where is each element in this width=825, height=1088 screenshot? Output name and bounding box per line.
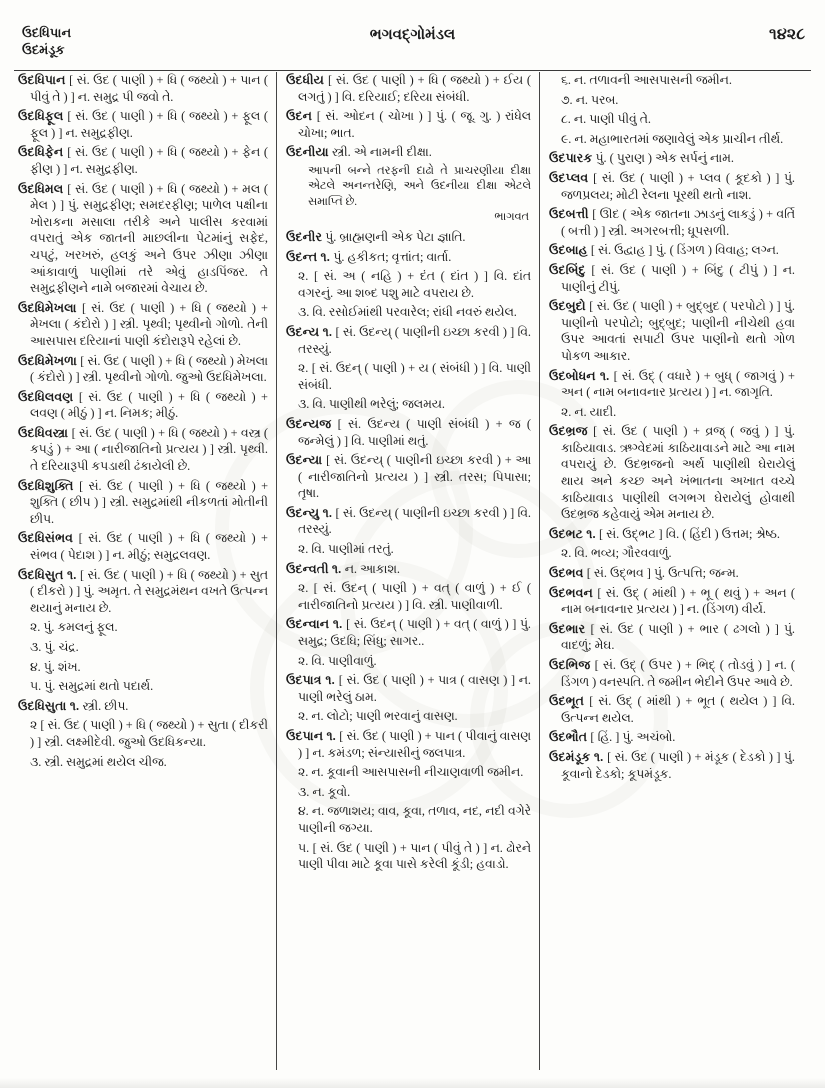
book-title: ભગવદ્ગોમંડલ xyxy=(369,27,456,43)
column-1 xyxy=(14,72,277,1070)
guide-word-last: ઉદમંડૂક xyxy=(22,42,65,57)
dictionary-entry: ઉદન્ય ૧. [ સં. ઉદન્ય્ ( પાણીની ઇચ્છા કરવી ) ] વિ. તરસ્યું. xyxy=(286,324,531,356)
dictionary-entry: ઉદભિજ [ સં. ઉદ્ ( ઉપર ) + ભિદ્ ( તોડવું ) ] ન. ( ડિંગળ ) વનસ્પતિ. તે જમીન ભેદીને ઉપર આવે છે. xyxy=(549,658,795,689)
headword: ઉદન્ય ૧. xyxy=(286,324,336,339)
sense-line: ૭. ન. પરબ. xyxy=(561,92,619,107)
dictionary-entry: ઉદધિમેખલા [ સં. ઉદ ( પાણી ) + ધિ ( જથ્યો ) + મેખલા ( કંદોરો ) ] સ્ત્રી. પૃથ્વી; પૃથ્વીનો ગોળો. તેની આસપાસ દરિયાનાં પાણી કંદોરારૂપે રહેલાં છે. xyxy=(18,300,268,348)
dictionary-entry: ઉદન્યા [ સં. ઉદન્ય્ ( પાણીની ઇચ્છા કરવી ) + આ ( નારીજાતિનો પ્રત્યય ) ] સ્ત્રી. તરસ; પિપાસા; તૃષા. xyxy=(286,453,531,501)
dictionary-entry: ઉદધિફેન [ સં. ઉદ ( પાણી ) + ધિ ( જથ્યો ) + ફેન ( ફીણ ) ] ન. સમુદ્રફીણ. xyxy=(18,145,268,176)
headword: ઉદમંડૂક ૧. xyxy=(549,749,608,764)
headword: ઉદધિમલ xyxy=(18,181,68,196)
dictionary-entry: ઉદબોધન ૧. [ સં. ઉદ્ ( વધારે ) + બુધ્ ( જાગવું ) + અન ( નામ બનાવનાર પ્રત્યય ) ] ન. જાગૃતિ. xyxy=(549,368,795,400)
sense-line: ૨. [ સં. અ ( નહિ ) + દંત ( દાંત ) ] વિ. દાંત વગરનું. આ શબ્દ પશુ માટે વપરાય છે. xyxy=(298,269,531,300)
headword: ઉદન્યુ ૧. xyxy=(286,505,336,520)
sense-line: ૨ [ સં. ઉદ ( પાણી ) + ધિ ( જથ્યો ) + સુતા ( દીકરી ) ] સ્ત્રી. લક્ષ્મીદેવી. જુઓ ઉદધિકન્યા. xyxy=(30,718,268,749)
dictionary-entry: ઉદપાન ૧. [ સં. ઉદ ( પાણી ) + પાન ( પીવાનું વાસણ ) ] ન. કમંડળ; સંન્યાસીનું જલપાત્ર. xyxy=(286,729,531,760)
headword: ઉદપ્લવ xyxy=(549,170,594,185)
sense-line: ૫. પું. સમુદ્રમાં થતો પદાર્થ. xyxy=(30,679,154,694)
sense-line: ૬. ન. તળાવની આસપાસની જમીન. xyxy=(561,73,732,87)
dictionary-entry: ઉદનીયા સ્ત્રી. એ નામની દીક્ષા. xyxy=(286,145,432,160)
headword: ઉદધિફૂલ xyxy=(18,109,68,124)
headword: ઉદધિમેખળા xyxy=(18,353,81,368)
dictionary-entry: ઉદન્યજ [ સં. ઉદન્ય ( પાણી સંબંધી ) + જ ( જન્મેલું ) ] વિ. પાણીમાં થતું. xyxy=(286,416,531,448)
headword: ઉદધિલવણ xyxy=(18,389,79,404)
headword: ઉદભાર xyxy=(549,621,591,636)
sense-line: ૮. ન. પાણી પીવું તે. xyxy=(561,112,651,127)
dictionary-entry: ઉદભૌત [ હિં. ] પું. અચંબો. xyxy=(549,730,676,745)
dictionary-entry: ઉદધિસંભવ [ સં. ઉદ ( પાણી ) + ધિ ( જથ્યો ) + સંભવ ( પેદાશ ) ] ન. મીઠું; સમુદ્રલવણ. xyxy=(18,531,268,563)
dictionary-entry: ઉદભવન [ સં. ઉદ્ ( માંથી ) + ભૂ ( થવું ) + અન ( નામ બનાવનાર પ્રત્યય ) ] ન. (ડિંગળ) વીર્ય. xyxy=(549,585,795,617)
citation-source: ભાગવત xyxy=(494,211,529,224)
dictionary-entry: ઉદન્યુ ૧. [ સં. ઉદન્ય્ ( પાણીની ઇચ્છા કરવી ) ] વિ. તરસ્યું. xyxy=(286,505,531,537)
dictionary-entry: ઉદધિપાન [ સં. ઉદ ( પાણી ) + ધિ ( જથ્યો ) + પાન ( પીવું તે ) ] ન. સમુદ્ર પી જવો તે. xyxy=(18,73,268,104)
dictionary-entry: ઉદબુદો [ સં. ઉદ ( પાણી ) + બુદ્બુદ ( પરપોટો ) ] પું. પાણીનો પરપોટો; બુદ્બુદ; પાણીની નીચેથી હવા ઉપર આવતાં સપાટી ઉપર પાણીનો થતો ગોળ પોકળ આકાર. xyxy=(549,299,795,363)
dictionary-entry: ઉદધિમેખળા [ સં. ઉદ ( પાણી ) + ધિ ( જથ્યો ) મેખલા ( કંદોરો ) ] સ્ત્રી. પૃથ્વીનો ગોળો. જુઓ ઉદધિમેખલા. xyxy=(18,353,268,385)
dictionary-entry: ઉદન્વાન ૧. [ સં. ઉદન્ ( પાણી ) + વત્ ( વાળું ) ] પું. સમુદ્ર; ઉદધિ; સિંધુ; સાગર.. xyxy=(286,617,531,649)
page-header xyxy=(14,26,811,71)
headword: ઉદનીયા xyxy=(286,145,333,160)
headword: ઉદધિશુક્તિ xyxy=(18,478,80,493)
headword: ઉદન xyxy=(286,109,317,124)
sense-line: ૨. ન. યાદી. xyxy=(561,404,617,419)
dictionary-entry: ઉદભૂત [ સં. ઉદ્ ( માંથી ) + ભૂત ( થયેલ ) ] વિ. ઉત્પન્ન થયેલ. xyxy=(549,694,795,725)
headword: ઉદપાન ૧. xyxy=(286,729,340,743)
dictionary-entry: ઉદધિસુતા ૧. સ્ત્રી. છીપ. xyxy=(18,698,129,713)
headword: ઉદન્યા xyxy=(286,453,327,468)
sense-line: ૨. ન. લોટો; પાણી ભરવાનું વાસણ. xyxy=(298,709,458,724)
headword: ઉદધિસુત ૧. xyxy=(18,567,81,582)
dictionary-entry: ઉદભ્રજ [ સં. ઉદ ( પાણી ) + વ્રજ્ ( જવું ) ] પું. કાઠિયાવાડ. ઋગ્વેદમાં કાઠિયાવાડને માટે આ નામ વપરાયું છે. ઉદભ્રજનો અર્થ પાણીથી ઘેરાયેલું થાય અને કચ્છ અને ખંભાતના અખાત વચ્ચે કાઠિયાવાડ પાણીથી લગભગ ઘેરાયેલું હોવાથી ઉદભ્રજ કહેવાયું એમ મનાય છે. xyxy=(549,424,795,522)
headword: ઉદભિજ xyxy=(549,658,595,672)
headword: ઉદબિંદુ xyxy=(549,262,592,277)
headword: ઉદભૂત xyxy=(549,694,590,709)
headword: ઉદભ્રજ xyxy=(549,424,594,439)
headword: ઉદન્યજ xyxy=(286,416,338,431)
headword: ઉદધીય xyxy=(286,73,328,87)
sense-line: ૩. ન. કૂવો. xyxy=(298,784,351,799)
dictionary-entry: ઉદનીર પું. બ્રાહ્મણની એક પેટા જ્ઞાતિ. xyxy=(286,229,466,244)
sense-line: ૨. [ સં. ઉદન્ ( પાણી ) + ય ( સંબંધી ) ] વિ. પાણી સંબંધી. xyxy=(298,361,531,392)
headword: ઉદભવ xyxy=(549,566,587,581)
headword: ઉદબુદો xyxy=(549,299,590,314)
headword: ઉદધિસુતા ૧. xyxy=(18,698,83,713)
dictionary-entry: ઉદધિમલ [ સં. ઉદ ( પાણી ) + ધિ ( જથ્યો ) + મલ ( મેલ ) ] પું. સમુદ્રફીણ; સમદરફીણ; પાળેલ પક્ષીના ખોરાકના મસાલા તરીકે અને પાલીસ કરવામાં વપરાતું એક જાતની માછલીના પેટમાંનું સફેદ, ચપટું, ખરખરું, હલકું અને ઉપર ઝીણા ઝીણા આંકાવાળું પાણીમાં તરે એવું હાડપિંજર. તે સમુદ્રફીણને નામે બજારમાં વેચાય છે. xyxy=(18,181,268,296)
headword: ઉદન્ત ૧. xyxy=(286,249,334,264)
sense-line: ૩. પું. ચંદ્ર. xyxy=(30,640,79,654)
headword: ઉદધિપાન xyxy=(18,73,70,87)
dictionary-entry: ઉદધિસુત ૧. [ સં. ઉદ ( પાણી ) + ધિ ( જથ્યો ) + સુત ( દીકરો ) ] પું. અમૃત. તે સમુદ્રમંથન વખતે ઉત્પન્ન થયાનું મનાય છે. xyxy=(18,567,268,615)
dictionary-body xyxy=(14,72,815,1070)
dictionary-entry: ઉદભવ [ સં. ઉદ્ભવ ] પું. ઉત્પત્તિ; જન્મ. xyxy=(549,566,739,581)
headword: ઉદબોધન ૧. xyxy=(549,368,614,383)
dictionary-entry: ઉદપારક પું. ( પુરાણ ) એક સર્પનું નામ. xyxy=(549,151,734,166)
dictionary-entry: ઉદધિલવણ [ સં. ઉદ ( પાણી ) + ધિ ( જથ્યો ) + લવણ ( મીઠું ) ] ન. નિમક; મીઠું. xyxy=(18,389,268,421)
sense-line: ૨. વિ. પાણીમાં તરતું. xyxy=(298,542,394,557)
sense-line: ૯. ન. મહાભારતમાં જણાવેલું એક પ્રાચીન તીર્થ. xyxy=(561,131,784,146)
column-3 xyxy=(540,72,803,1070)
guide-word-first: ઉદધિપાન xyxy=(22,25,72,40)
sense-line: ૨. ન. કૂવાની આસપાસની નીચાણવાળી જમીન. xyxy=(298,765,524,780)
headword: ઉદબાહ xyxy=(549,243,591,258)
dictionary-entry: ઉદપાત્ર ૧. [ સં. ઉદ ( પાણી ) + પાત્ર ( વાસણ ) ] ન. પાણી ભરેલું ઠામ. xyxy=(286,673,531,704)
sense-line: ૪. પું. શંખ. xyxy=(30,659,81,674)
dictionary-entry: ઉદમંડૂક ૧. [ સં. ઉદ ( પાણી ) + મંડૂક ( દેડકો ) ] પું. કૂવાનો દેડકો; કૂપમંડૂક. xyxy=(549,749,795,781)
dictionary-entry: ઉદધીય [ સં. ઉદ ( પાણી ) + ધિ ( જથ્યો ) + ઈય ( લગતું ) ] વિ. દરિયાઈ; દરિયા સંબંધી. xyxy=(286,73,531,104)
page-number: ૧૪૨૮ xyxy=(769,26,805,43)
headword: ઉદનીર xyxy=(286,229,326,244)
column-2 xyxy=(277,72,540,1070)
headword: ઉદન્વતી ૧. xyxy=(286,561,345,576)
sense-line: ૨. વિ. પાણીવાળું. xyxy=(298,653,377,668)
headword: ઉદપારક xyxy=(549,151,596,166)
dictionary-entry: ઉદબાહ [ સં. ઉદ્વાહ ] પું. ( ડિંગળ ) વિવાહ; લગ્ન. xyxy=(549,243,779,258)
dictionary-entry: ઉદધિશુક્તિ [ સં. ઉદ ( પાણી ) + ધિ ( જથ્યો ) + શુક્તિ ( છીપ ) ] સ્ત્રી. સમુદ્રમાંથી નીકળતાં મોતીની છીપ. xyxy=(18,478,269,526)
sense-line: ૪. ન. જળાશય; વાવ, કૂવા, તળાવ, નદ, નદી વગેરે પાણીની જગ્યા. xyxy=(298,804,531,835)
headword: ઉદભટ ૧. xyxy=(549,526,600,541)
sense-line: ૨. [ સં. ઉદન્ ( પાણી ) + વત્ ( વાળું ) + ઈ ( નારીજાતિનો પ્રત્યય ) ] વિ. સ્ત્રી. પાણીવાળી. xyxy=(298,581,531,612)
sense-line: ૩. વિ. રસોઈમાંથી પરવારેલ; રાંધી નવરું થયેલ. xyxy=(298,305,517,320)
dictionary-entry: ઉદબત્તી [ ઊદ ( એક જાતના ઝાડનું લાકડું ) + વર્તિ ( બત્તી ) ] સ્ત્રી. અગરબત્તી; ધૂપસળી. xyxy=(549,207,795,238)
headword: ઉદબત્તી xyxy=(549,207,593,222)
dictionary-entry: ઉદબિંદુ [ સં. ઉદ ( પાણી ) + બિંદુ ( ટીપું ) ] ન. પાણીનું ટીપું. xyxy=(549,262,795,294)
dictionary-entry: ઉદભટ ૧. [ સં. ઉદ્ભટ ] વિ. ( હિંદી ) ઉત્તમ; શ્રેષ્ઠ. xyxy=(549,526,780,541)
headword: ઉદધિફેન xyxy=(18,145,68,160)
sense-line: ૨. વિ. ભવ્ય; ગૌરવવાળું. xyxy=(561,546,672,561)
headword: ઉદન્વાન ૧. xyxy=(286,617,347,632)
dictionary-entry: ઉદન્ત ૧. પું. હકીકત; વૃત્તાંત; વાર્તા. xyxy=(286,249,452,264)
sense-line: ૨. પું. કમલનું ફૂલ. xyxy=(30,620,118,635)
dictionary-entry: ઉદન્વતી ૧. ન. આકાશ. xyxy=(286,561,400,576)
headword: ઉદધિમેખલા xyxy=(18,300,82,315)
dictionary-entry: ઉદભાર [ સં. ઉદ ( પાણી ) + ભાર ( ઢગલો ) ] પું. વાદળું; મેઘ. xyxy=(549,621,795,653)
headword: ઉદધિસંભવ xyxy=(18,531,79,546)
page-bottom-shadow xyxy=(0,1078,825,1088)
dictionary-entry: ઉદન [ સં. ઓદન ( ચોખા ) ] પું. ( જૂ. ગુ. ) રાંધેલ ચોખા; ભાત. xyxy=(286,109,531,140)
sense-line: ૩. સ્ત્રી. સમુદ્રમાં થયેલ ચીજ. xyxy=(30,754,167,769)
sense-line: ૩. વિ. પાણીથી ભરેલું; જલમય. xyxy=(298,397,445,412)
citation-quote: આપની બન્ને તરફની દાઢો તે પ્રાચરણીયા દીક્ષા એટલે અનન્તરેણિ, અને ઉદનીયા દીક્ષા એટલે સમાપ્તિ છે. ભાગવત xyxy=(286,164,531,226)
dictionary-entry: ઉદપ્લવ [ સં. ઉદ ( પાણી ) + પ્લવ ( કૂદકો ) ] પું. જળપ્રલય; મોટી રેલના પૂરથી થતો નાશ. xyxy=(549,170,795,202)
headword: ઉદભૌત xyxy=(549,730,591,745)
dictionary-entry: ઉદધિવસ્ત્રા [ સં. ઉદ ( પાણી ) + ધિ ( જથ્યો ) + વસ્ત્ર ( કપડું ) + આ ( નારીજાતિનો પ્રત્યય ) ] સ્ત્રી. પૃથ્વી. તે દરિયારૂપી કપડાથી ઢંકાયેલી છે. xyxy=(18,425,268,474)
dictionary-entry: ઉદધિફૂલ [ સં. ઉદ ( પાણી ) + ધિ ( જથ્યો ) + ફૂલ ( ફૂલ ) ] ન. સમુદ્રફીણ. xyxy=(18,109,268,140)
headword: ઉદધિવસ્ત્રા xyxy=(18,425,72,440)
sense-line: ૫. [ સં. ઉદ ( પાણી ) + પાન ( પીવું તે ) ] ન. ઢોરને પાણી પીવા માટે કૂવા પાસે કરેલી કૂંડી; હવાડો. xyxy=(298,840,531,872)
headword: ઉદભવન xyxy=(549,585,598,600)
headword: ઉદપાત્ર ૧. xyxy=(286,673,339,688)
